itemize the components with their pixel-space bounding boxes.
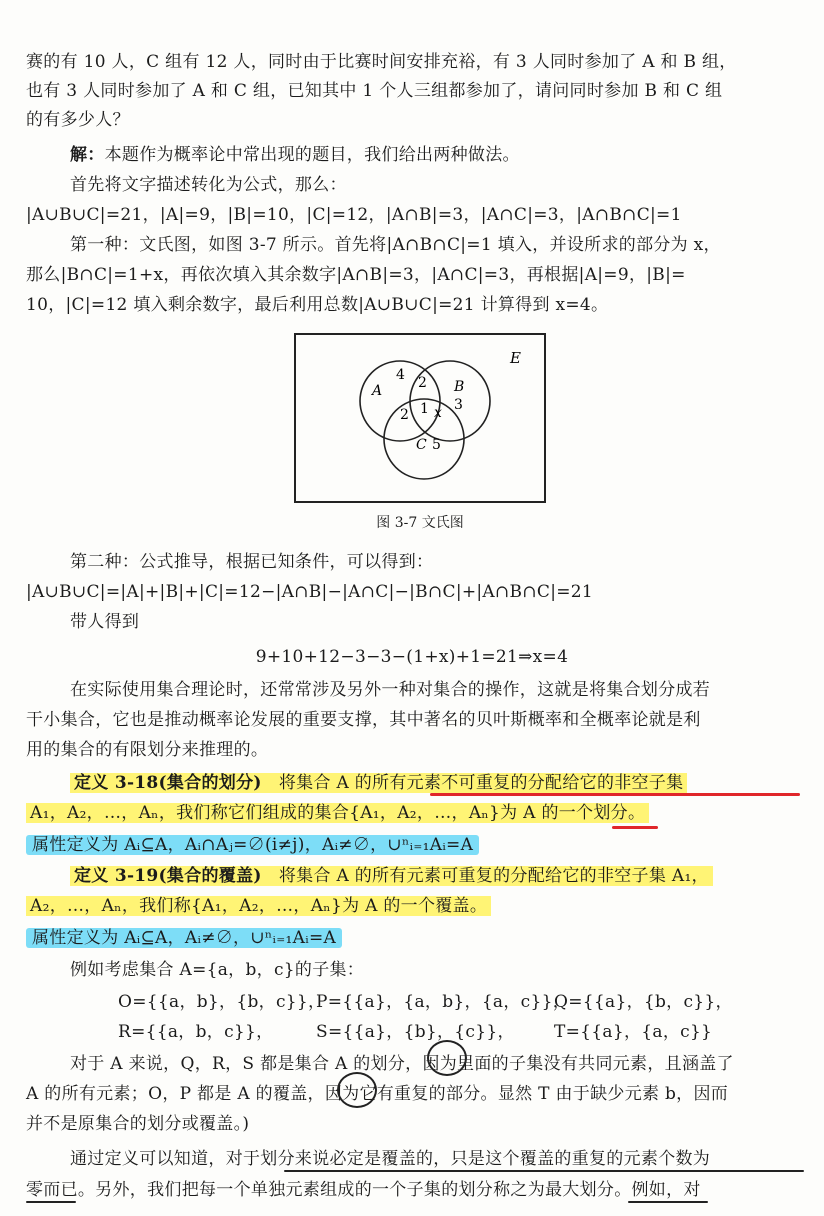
paragraph-line: 在实际使用集合理论时，还常常涉及另外一种对集合的操作，这就是将集合划分成若 bbox=[70, 680, 711, 700]
paragraph-line: 干小集合，它也是推动概率论发展的重要支撑，其中著名的贝叶斯概率和全概率论就是利 bbox=[26, 710, 701, 730]
formula-line: |A∪B∪C|=21，|A|=9，|B|=10，|C|=12，|A∩B|=3，|A∩C|=3，|A∩B∩C|=1 bbox=[26, 205, 682, 225]
formula-line: |A∪B∪C|=|A|+|B|+|C|=12−|A∩B|−|A∩C|−|B∩C|+|A∩B∩C|=21 bbox=[26, 582, 593, 602]
paragraph-line: A 的所有元素；O，P 都是 A 的覆盖，因为它有重复的部分。显然 T 由于缺少元素 b，因而 bbox=[26, 1084, 729, 1104]
universe-label: E bbox=[510, 349, 521, 367]
property-3-19 bbox=[26, 926, 342, 950]
definition-3-19 bbox=[70, 864, 713, 888]
highlight-blue: 属性定义为 Aᵢ⊆A，Aᵢ≠∅，∪ⁿᵢ₌₁Aᵢ=A bbox=[26, 928, 342, 948]
pen-underline bbox=[628, 1201, 708, 1203]
highlight-blue: 属性定义为 Aᵢ⊆A，Aᵢ∩Aⱼ=∅(i≠j)，Aᵢ≠∅，∪ⁿᵢ₌₁Aᵢ=A bbox=[26, 835, 479, 855]
highlight-yellow bbox=[70, 773, 687, 793]
venn-figure bbox=[294, 333, 546, 503]
paragraph-line: 用的集合的有限划分来推理的。 bbox=[26, 740, 269, 760]
set-example-p: P={{a}，{a，b}，{a，c}}， bbox=[316, 992, 571, 1012]
set-a-label: A bbox=[372, 383, 383, 399]
paragraph-line: 第二种：公式推导，根据已知条件，可以得到： bbox=[70, 552, 434, 572]
region-only-c: 5 bbox=[432, 437, 441, 453]
solution-label: 解： bbox=[70, 145, 105, 165]
pen-circle bbox=[337, 1072, 377, 1108]
paragraph-line: 通过定义可以知道，对于划分来说必定是覆盖的，只是这个覆盖的重复的元素个数为 bbox=[70, 1149, 711, 1169]
definition-title: 定义 3-18(集合的划分) bbox=[74, 773, 262, 793]
set-b-label: B bbox=[454, 379, 465, 395]
property-3-18 bbox=[26, 833, 479, 857]
paragraph-line: 第一种：文氏图，如图 3-7 所示。首先将|A∩B∩C|=1 填入，并设所求的部分为 x， bbox=[70, 235, 721, 255]
paragraph-line: 首先将文字描述转化为公式，那么： bbox=[70, 175, 347, 195]
definition-3-19-cont bbox=[26, 894, 491, 918]
region-only-b: 3 bbox=[454, 397, 463, 413]
set-example-t: T={{a}，{a，c}} bbox=[554, 1022, 713, 1042]
paragraph-line: 并不是原集合的划分或覆盖。) bbox=[26, 1114, 250, 1134]
definition-title: 定义 3-19(集合的覆盖) bbox=[74, 866, 262, 886]
highlight-yellow: A₂，…，Aₙ，我们称{A₁，A₂，…，Aₙ}为 A 的一个覆盖。 bbox=[26, 896, 491, 916]
paragraph-line: 赛的有 10 人，C 组有 12 人，同时由于比赛时间安排充裕，有 3 人同时参加了 A 和 B 组， bbox=[26, 52, 737, 72]
paragraph-line: 那么|B∩C|=1+x，再依次填入其余数字|A∩B|=3，|A∩C|=3，再根据|A|=9，|B|= bbox=[26, 265, 686, 285]
definition-3-18-cont bbox=[26, 801, 649, 825]
solution-intro bbox=[70, 143, 520, 167]
paragraph-line: 的有多少人？ bbox=[26, 110, 130, 130]
paragraph-line: 零而已。另外，我们把每一个单独元素组成的一个子集的划分称之为最大划分。例如，对 bbox=[26, 1180, 701, 1200]
pen-circle bbox=[427, 1040, 467, 1076]
set-example-r: R={{a，b，c}}， bbox=[118, 1022, 274, 1042]
region-a-and-c: 2 bbox=[400, 407, 409, 423]
pen-underline bbox=[284, 1170, 804, 1172]
pen-underline bbox=[26, 1201, 76, 1203]
venn-diagram bbox=[296, 335, 544, 501]
region-b-and-c: x bbox=[434, 405, 442, 421]
paragraph-line: 带人得到 bbox=[70, 612, 140, 632]
set-example-s: S={{a}，{b}，{c}}， bbox=[316, 1022, 515, 1042]
red-underline bbox=[430, 793, 800, 796]
paragraph-line: 对于 A 来说，Q，R，S 都是集合 A 的划分，因为里面的子集没有共同元素，且涵盖了 bbox=[70, 1054, 734, 1074]
paragraph-line: 也有 3 人同时参加了 A 和 C 组，已知其中 1 个人三组都参加了，请问同时参加 B 和 C 组 bbox=[26, 81, 723, 101]
solution-text: 本题作为概率论中常出现的题目，我们给出两种做法。 bbox=[104, 145, 520, 165]
region-a-and-b: 2 bbox=[418, 375, 427, 391]
region-only-a: 4 bbox=[396, 367, 405, 383]
definition-3-18 bbox=[70, 771, 687, 795]
set-example-o: O={{a，b}，{b，c}}， bbox=[118, 992, 326, 1012]
highlight-yellow bbox=[70, 866, 713, 886]
figure-caption: 图 3-7 文氏图 bbox=[376, 515, 464, 531]
highlight-yellow: A₁，A₂，…，Aₙ，我们称它们组成的集合{A₁，A₂，…，Aₙ}为 A 的一个划分。 bbox=[26, 803, 649, 823]
paragraph-line: 10，|C|=12 填入剩余数字，最后利用总数|A∪B∪C|=21 计算得到 x=4。 bbox=[26, 295, 609, 315]
definition-text: 将集合 A 的所有元素不可重复的分配给它的非空子集 bbox=[278, 773, 684, 793]
set-example-q: Q={{a}，{b，c}}， bbox=[554, 992, 733, 1012]
definition-text: 将集合 A 的所有元素可重复的分配给它的非空子集 A₁， bbox=[278, 866, 709, 886]
paragraph-line: 例如考虑集合 A={a，b，c}的子集： bbox=[70, 960, 365, 980]
set-c-label: C bbox=[416, 437, 427, 453]
red-underline bbox=[612, 826, 658, 829]
equation-line: 9+10+12−3−3−(1+x)+1=21⇒x=4 bbox=[255, 647, 569, 667]
region-all-three: 1 bbox=[420, 401, 429, 417]
